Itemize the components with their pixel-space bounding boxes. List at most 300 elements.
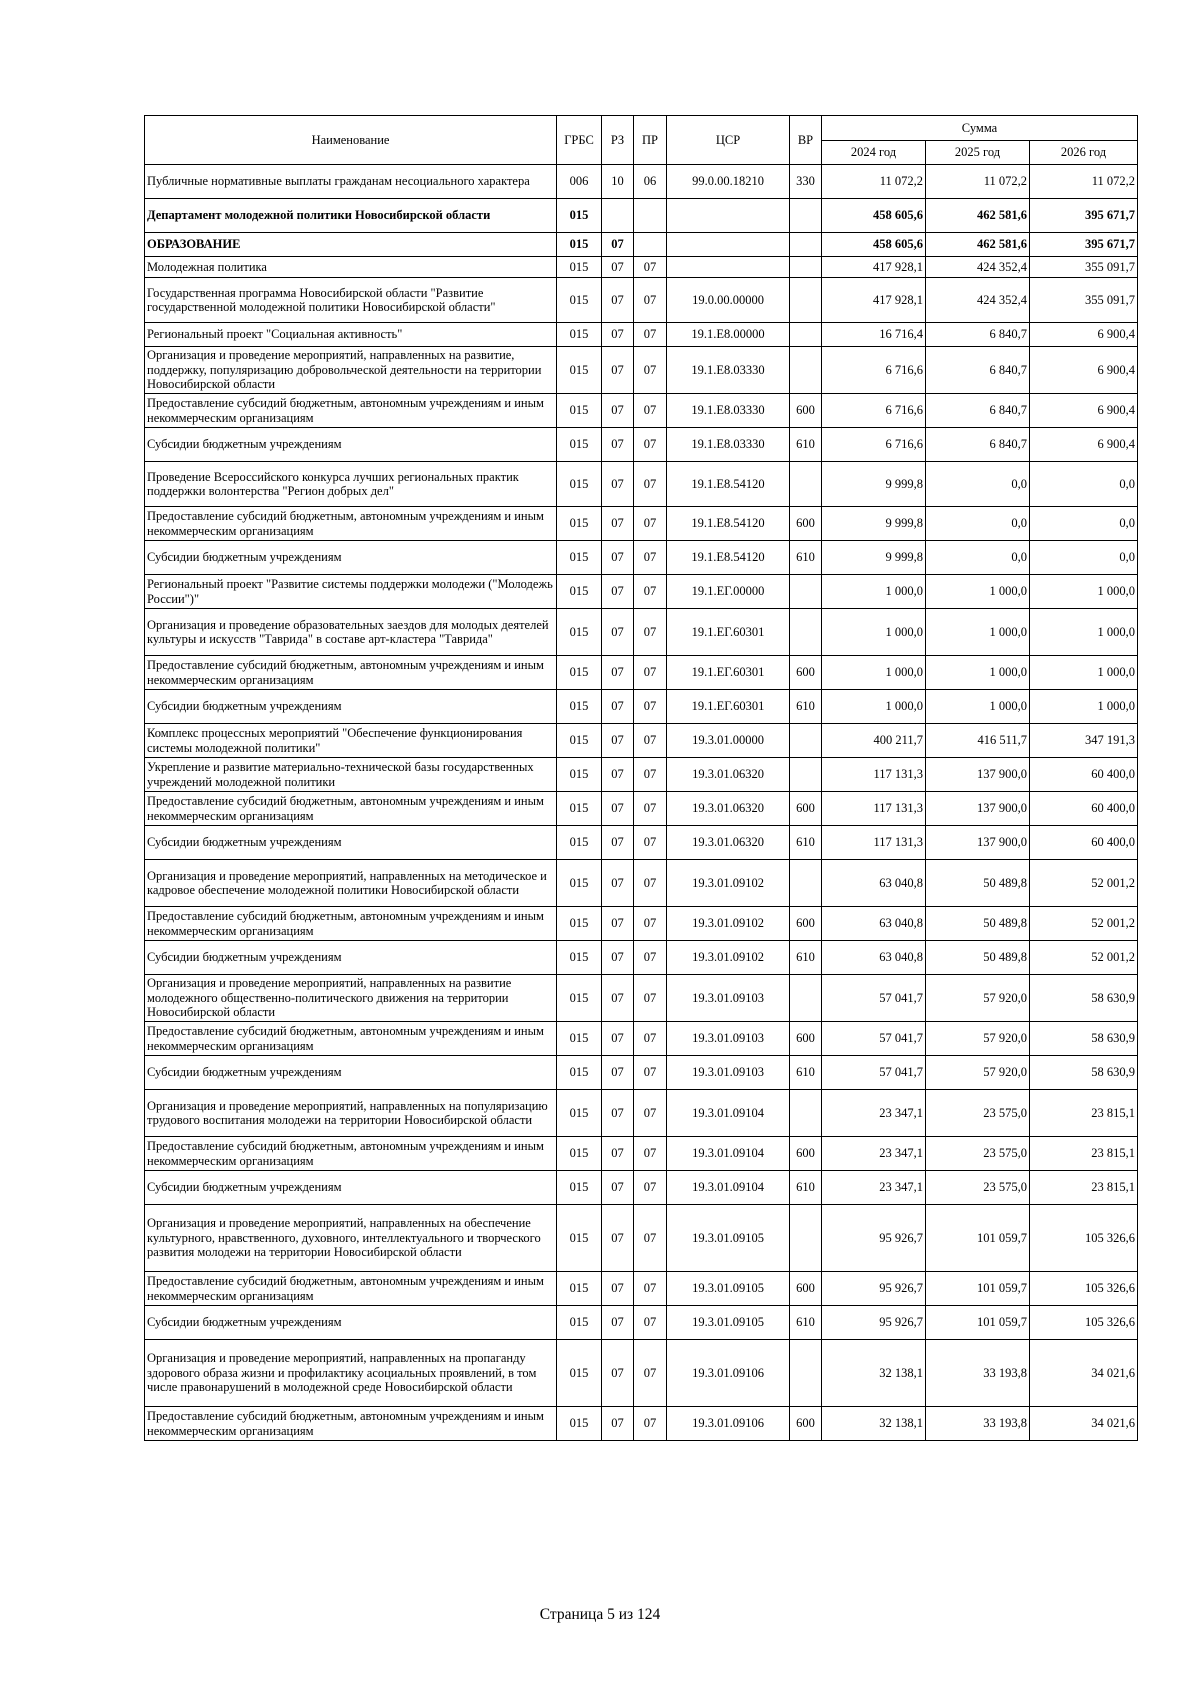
cell-name: Организация и проведение мероприятий, направленных на развитие, поддержку, популяризацию добровольческой деятельности на территории Новосибирской области — [145, 347, 557, 394]
cell-vr: 610 — [790, 690, 822, 724]
header-vr: ВР — [790, 116, 822, 165]
cell-2025: 23 575,0 — [926, 1090, 1030, 1137]
cell-name: Публичные нормативные выплаты гражданам несоциального характера — [145, 165, 557, 199]
cell-name: Субсидии бюджетным учреждениям — [145, 690, 557, 724]
cell-2025: 137 900,0 — [926, 826, 1030, 860]
cell-2024: 16 716,4 — [822, 323, 926, 347]
cell-2025: 6 840,7 — [926, 394, 1030, 428]
cell-name: Субсидии бюджетным учреждениям — [145, 428, 557, 462]
table-header — [145, 116, 1138, 165]
cell-2026: 0,0 — [1030, 541, 1138, 575]
cell-name: Организация и проведение мероприятий, направленных на методическое и кадровое обеспечение молодежной политики Новосибирской области — [145, 860, 557, 907]
cell-grbs: 015 — [557, 826, 602, 860]
cell-2026: 105 326,6 — [1030, 1272, 1138, 1306]
cell-csr: 19.1.E8.00000 — [667, 323, 790, 347]
cell-csr: 19.1.E8.54120 — [667, 462, 790, 507]
cell-grbs: 015 — [557, 690, 602, 724]
cell-2026: 1 000,0 — [1030, 656, 1138, 690]
cell-vr — [790, 323, 822, 347]
header-year-2025: 2025 год — [926, 141, 1030, 165]
cell-grbs: 015 — [557, 1272, 602, 1306]
table-row — [145, 1137, 1138, 1171]
cell-name: Организация и проведение образовательных заездов для молодых деятелей культуры и искусств "Таврида" в составе арт-кластера "Таврида" — [145, 609, 557, 656]
cell-rz: 07 — [602, 541, 634, 575]
header-name: Наименование — [145, 116, 557, 165]
cell-pr: 07 — [634, 1137, 667, 1171]
table-row — [145, 278, 1138, 323]
cell-rz: 07 — [602, 826, 634, 860]
cell-name: Укрепление и развитие материально-технической базы государственных учреждений молодежной политики — [145, 758, 557, 792]
cell-2024: 63 040,8 — [822, 941, 926, 975]
cell-2026: 52 001,2 — [1030, 907, 1138, 941]
cell-rz: 07 — [602, 1090, 634, 1137]
cell-pr: 07 — [634, 1272, 667, 1306]
cell-pr: 07 — [634, 462, 667, 507]
cell-2026: 1 000,0 — [1030, 609, 1138, 656]
cell-2025: 424 352,4 — [926, 278, 1030, 323]
header-csr: ЦСР — [667, 116, 790, 165]
cell-2026: 34 021,6 — [1030, 1407, 1138, 1441]
cell-2026: 60 400,0 — [1030, 792, 1138, 826]
cell-vr: 600 — [790, 1272, 822, 1306]
cell-csr: 19.3.01.09102 — [667, 941, 790, 975]
cell-rz: 07 — [602, 1022, 634, 1056]
cell-pr: 07 — [634, 278, 667, 323]
cell-2026: 0,0 — [1030, 462, 1138, 507]
cell-rz: 07 — [602, 507, 634, 541]
cell-2025: 137 900,0 — [926, 792, 1030, 826]
cell-2026: 395 671,7 — [1030, 233, 1138, 257]
cell-rz: 07 — [602, 394, 634, 428]
table-row — [145, 975, 1138, 1022]
cell-rz: 07 — [602, 1272, 634, 1306]
cell-pr: 07 — [634, 1205, 667, 1272]
cell-csr: 19.1.EГ.60301 — [667, 609, 790, 656]
cell-2025: 0,0 — [926, 462, 1030, 507]
cell-csr: 19.1.E8.03330 — [667, 347, 790, 394]
cell-grbs: 015 — [557, 1205, 602, 1272]
page-number: Страница 5 из 124 — [539, 1606, 661, 1623]
cell-vr — [790, 462, 822, 507]
cell-csr: 19.3.01.09105 — [667, 1306, 790, 1340]
table-row — [145, 199, 1138, 233]
cell-2025: 23 575,0 — [926, 1137, 1030, 1171]
cell-2025: 1 000,0 — [926, 609, 1030, 656]
cell-2024: 417 928,1 — [822, 257, 926, 278]
cell-csr: 19.3.01.06320 — [667, 826, 790, 860]
cell-2024: 117 131,3 — [822, 826, 926, 860]
cell-2025: 1 000,0 — [926, 656, 1030, 690]
cell-rz: 07 — [602, 724, 634, 758]
budget-table — [144, 115, 1138, 1441]
cell-pr: 07 — [634, 575, 667, 609]
cell-pr: 07 — [634, 758, 667, 792]
cell-pr: 07 — [634, 1022, 667, 1056]
cell-2025: 33 193,8 — [926, 1407, 1030, 1441]
cell-grbs: 015 — [557, 575, 602, 609]
cell-pr: 07 — [634, 394, 667, 428]
cell-rz: 07 — [602, 575, 634, 609]
table-row — [145, 656, 1138, 690]
cell-name: Предоставление субсидий бюджетным, автономным учреждениям и иным некоммерческим организациям — [145, 507, 557, 541]
cell-2025: 50 489,8 — [926, 860, 1030, 907]
cell-2025: 57 920,0 — [926, 1022, 1030, 1056]
cell-pr: 07 — [634, 724, 667, 758]
cell-vr: 600 — [790, 1137, 822, 1171]
cell-2025: 50 489,8 — [926, 941, 1030, 975]
table-row — [145, 690, 1138, 724]
cell-rz: 07 — [602, 1056, 634, 1090]
cell-2025: 11 072,2 — [926, 165, 1030, 199]
cell-vr — [790, 257, 822, 278]
cell-2025: 57 920,0 — [926, 975, 1030, 1022]
cell-csr: 19.0.00.00000 — [667, 278, 790, 323]
cell-pr: 07 — [634, 1407, 667, 1441]
table-body — [145, 165, 1138, 1441]
cell-grbs: 015 — [557, 941, 602, 975]
cell-2025: 1 000,0 — [926, 690, 1030, 724]
cell-2024: 57 041,7 — [822, 1056, 926, 1090]
table-row — [145, 394, 1138, 428]
cell-name: Субсидии бюджетным учреждениям — [145, 1056, 557, 1090]
cell-2024: 417 928,1 — [822, 278, 926, 323]
cell-rz: 07 — [602, 1137, 634, 1171]
cell-csr: 99.0.00.18210 — [667, 165, 790, 199]
cell-grbs: 015 — [557, 907, 602, 941]
cell-grbs: 015 — [557, 233, 602, 257]
cell-pr — [634, 199, 667, 233]
cell-csr: 19.3.01.09103 — [667, 1022, 790, 1056]
cell-2025: 424 352,4 — [926, 257, 1030, 278]
cell-vr — [790, 609, 822, 656]
cell-rz: 07 — [602, 347, 634, 394]
cell-2025: 137 900,0 — [926, 758, 1030, 792]
table-row — [145, 347, 1138, 394]
cell-2024: 1 000,0 — [822, 656, 926, 690]
cell-grbs: 015 — [557, 860, 602, 907]
cell-pr: 07 — [634, 323, 667, 347]
cell-vr — [790, 975, 822, 1022]
cell-2024: 63 040,8 — [822, 907, 926, 941]
cell-rz: 07 — [602, 941, 634, 975]
cell-2024: 95 926,7 — [822, 1272, 926, 1306]
cell-2024: 1 000,0 — [822, 690, 926, 724]
cell-rz: 07 — [602, 860, 634, 907]
cell-name: Предоставление субсидий бюджетным, автономным учреждениям и иным некоммерческим организациям — [145, 1137, 557, 1171]
cell-grbs: 015 — [557, 1171, 602, 1205]
cell-2025: 6 840,7 — [926, 428, 1030, 462]
cell-pr: 07 — [634, 428, 667, 462]
cell-2025: 0,0 — [926, 507, 1030, 541]
table-row — [145, 1272, 1138, 1306]
table-row — [145, 428, 1138, 462]
cell-2026: 23 815,1 — [1030, 1090, 1138, 1137]
cell-grbs: 006 — [557, 165, 602, 199]
cell-name: Субсидии бюджетным учреждениям — [145, 541, 557, 575]
table-row — [145, 758, 1138, 792]
cell-2026: 58 630,9 — [1030, 975, 1138, 1022]
cell-grbs: 015 — [557, 507, 602, 541]
table-row — [145, 609, 1138, 656]
cell-grbs: 015 — [557, 792, 602, 826]
cell-pr: 07 — [634, 609, 667, 656]
cell-grbs: 015 — [557, 1056, 602, 1090]
cell-rz: 07 — [602, 278, 634, 323]
cell-csr: 19.3.01.09103 — [667, 1056, 790, 1090]
cell-pr — [634, 233, 667, 257]
cell-vr: 610 — [790, 1306, 822, 1340]
cell-vr — [790, 758, 822, 792]
table-row — [145, 907, 1138, 941]
cell-pr: 07 — [634, 975, 667, 1022]
cell-vr: 600 — [790, 1407, 822, 1441]
cell-csr: 19.3.01.09106 — [667, 1407, 790, 1441]
cell-2024: 117 131,3 — [822, 792, 926, 826]
cell-grbs: 015 — [557, 462, 602, 507]
cell-2026: 23 815,1 — [1030, 1171, 1138, 1205]
cell-vr — [790, 347, 822, 394]
cell-2026: 58 630,9 — [1030, 1022, 1138, 1056]
cell-csr: 19.3.01.09104 — [667, 1090, 790, 1137]
cell-rz: 07 — [602, 428, 634, 462]
cell-vr — [790, 575, 822, 609]
cell-vr — [790, 233, 822, 257]
cell-2026: 6 900,4 — [1030, 323, 1138, 347]
cell-csr: 19.1.E8.54120 — [667, 507, 790, 541]
cell-2025: 1 000,0 — [926, 575, 1030, 609]
cell-pr: 07 — [634, 1171, 667, 1205]
cell-name: Департамент молодежной политики Новосибирской области — [145, 199, 557, 233]
cell-2025: 33 193,8 — [926, 1340, 1030, 1407]
table-row — [145, 1407, 1138, 1441]
cell-vr — [790, 1205, 822, 1272]
cell-csr: 19.3.01.00000 — [667, 724, 790, 758]
cell-2026: 1 000,0 — [1030, 575, 1138, 609]
table-row — [145, 860, 1138, 907]
cell-vr: 600 — [790, 1022, 822, 1056]
cell-csr: 19.1.E8.54120 — [667, 541, 790, 575]
cell-vr — [790, 1090, 822, 1137]
cell-grbs: 015 — [557, 609, 602, 656]
cell-2024: 6 716,6 — [822, 428, 926, 462]
cell-2025: 416 511,7 — [926, 724, 1030, 758]
cell-grbs: 015 — [557, 1137, 602, 1171]
cell-pr: 07 — [634, 347, 667, 394]
cell-vr — [790, 724, 822, 758]
cell-pr: 07 — [634, 257, 667, 278]
cell-vr: 600 — [790, 656, 822, 690]
cell-grbs: 015 — [557, 257, 602, 278]
cell-2024: 1 000,0 — [822, 609, 926, 656]
cell-2026: 52 001,2 — [1030, 860, 1138, 907]
cell-name: Предоставление субсидий бюджетным, автономным учреждениям и иным некоммерческим организациям — [145, 1022, 557, 1056]
cell-2024: 32 138,1 — [822, 1340, 926, 1407]
cell-2024: 458 605,6 — [822, 199, 926, 233]
cell-rz: 07 — [602, 792, 634, 826]
cell-2025: 57 920,0 — [926, 1056, 1030, 1090]
cell-vr: 600 — [790, 907, 822, 941]
cell-pr: 07 — [634, 1090, 667, 1137]
cell-csr: 19.3.01.06320 — [667, 758, 790, 792]
cell-vr: 610 — [790, 941, 822, 975]
cell-pr: 07 — [634, 860, 667, 907]
cell-name: Субсидии бюджетным учреждениям — [145, 1306, 557, 1340]
cell-csr: 19.3.01.06320 — [667, 792, 790, 826]
cell-2024: 11 072,2 — [822, 165, 926, 199]
cell-2024: 57 041,7 — [822, 1022, 926, 1056]
table-row — [145, 507, 1138, 541]
cell-rz: 07 — [602, 1340, 634, 1407]
cell-grbs: 015 — [557, 394, 602, 428]
header-sum: Сумма — [822, 116, 1138, 141]
cell-2025: 101 059,7 — [926, 1205, 1030, 1272]
table-row — [145, 233, 1138, 257]
cell-vr: 600 — [790, 507, 822, 541]
cell-2025: 23 575,0 — [926, 1171, 1030, 1205]
cell-name: Организация и проведение мероприятий, направленных на развитие молодежного общественно-политического движения на территории Новосибирской области — [145, 975, 557, 1022]
header-rz: РЗ — [602, 116, 634, 165]
cell-pr: 07 — [634, 826, 667, 860]
cell-2026: 6 900,4 — [1030, 428, 1138, 462]
cell-csr: 19.1.EГ.00000 — [667, 575, 790, 609]
cell-2025: 462 581,6 — [926, 233, 1030, 257]
cell-2024: 1 000,0 — [822, 575, 926, 609]
cell-name: Предоставление субсидий бюджетным, автономным учреждениям и иным некоммерческим организациям — [145, 656, 557, 690]
cell-2024: 57 041,7 — [822, 975, 926, 1022]
table-row — [145, 1306, 1138, 1340]
cell-grbs: 015 — [557, 278, 602, 323]
cell-rz: 07 — [602, 758, 634, 792]
cell-vr: 610 — [790, 826, 822, 860]
cell-2024: 400 211,7 — [822, 724, 926, 758]
table-row — [145, 1022, 1138, 1056]
cell-rz: 07 — [602, 1407, 634, 1441]
cell-rz: 07 — [602, 690, 634, 724]
cell-2024: 9 999,8 — [822, 541, 926, 575]
cell-vr — [790, 199, 822, 233]
cell-2026: 105 326,6 — [1030, 1306, 1138, 1340]
cell-vr — [790, 278, 822, 323]
table-row — [145, 165, 1138, 199]
table-row — [145, 1090, 1138, 1137]
cell-name: Субсидии бюджетным учреждениям — [145, 1171, 557, 1205]
cell-grbs: 015 — [557, 323, 602, 347]
cell-2026: 347 191,3 — [1030, 724, 1138, 758]
cell-2025: 6 840,7 — [926, 323, 1030, 347]
cell-2026: 52 001,2 — [1030, 941, 1138, 975]
cell-2024: 23 347,1 — [822, 1137, 926, 1171]
cell-pr: 07 — [634, 1340, 667, 1407]
table-row — [145, 257, 1138, 278]
cell-name: Проведение Всероссийского конкурса лучших региональных практик поддержки волонтерства "Регион добрых дел" — [145, 462, 557, 507]
cell-rz: 07 — [602, 1171, 634, 1205]
cell-grbs: 015 — [557, 428, 602, 462]
cell-rz: 07 — [602, 323, 634, 347]
cell-name: Молодежная политика — [145, 257, 557, 278]
cell-2024: 95 926,7 — [822, 1205, 926, 1272]
cell-2025: 101 059,7 — [926, 1306, 1030, 1340]
table-row — [145, 323, 1138, 347]
cell-2024: 63 040,8 — [822, 860, 926, 907]
cell-vr: 600 — [790, 792, 822, 826]
table-row — [145, 941, 1138, 975]
cell-vr: 610 — [790, 1171, 822, 1205]
cell-name: Комплекс процессных мероприятий "Обеспечение функционирования системы молодежной политики" — [145, 724, 557, 758]
cell-2025: 50 489,8 — [926, 907, 1030, 941]
cell-2025: 462 581,6 — [926, 199, 1030, 233]
cell-2026: 105 326,6 — [1030, 1205, 1138, 1272]
cell-grbs: 015 — [557, 656, 602, 690]
cell-rz: 07 — [602, 233, 634, 257]
header-year-2026: 2026 год — [1030, 141, 1138, 165]
cell-2026: 1 000,0 — [1030, 690, 1138, 724]
cell-csr — [667, 257, 790, 278]
cell-grbs: 015 — [557, 199, 602, 233]
cell-rz: 07 — [602, 609, 634, 656]
cell-csr: 19.3.01.09103 — [667, 975, 790, 1022]
cell-rz: 10 — [602, 165, 634, 199]
cell-grbs: 015 — [557, 347, 602, 394]
cell-csr: 19.3.01.09106 — [667, 1340, 790, 1407]
cell-csr: 19.3.01.09102 — [667, 907, 790, 941]
cell-2025: 101 059,7 — [926, 1272, 1030, 1306]
table-row — [145, 1205, 1138, 1272]
cell-2024: 23 347,1 — [822, 1090, 926, 1137]
cell-2025: 6 840,7 — [926, 347, 1030, 394]
cell-rz: 07 — [602, 462, 634, 507]
cell-grbs: 015 — [557, 1022, 602, 1056]
cell-rz: 07 — [602, 257, 634, 278]
cell-csr — [667, 233, 790, 257]
cell-csr — [667, 199, 790, 233]
header-grbs: ГРБС — [557, 116, 602, 165]
cell-2024: 6 716,6 — [822, 394, 926, 428]
cell-rz: 07 — [602, 907, 634, 941]
cell-pr: 07 — [634, 941, 667, 975]
cell-csr: 19.1.E8.03330 — [667, 428, 790, 462]
cell-pr: 07 — [634, 656, 667, 690]
cell-grbs: 015 — [557, 758, 602, 792]
table-row — [145, 1171, 1138, 1205]
cell-2024: 9 999,8 — [822, 462, 926, 507]
cell-pr: 07 — [634, 1056, 667, 1090]
cell-2026: 60 400,0 — [1030, 758, 1138, 792]
cell-name: Субсидии бюджетным учреждениям — [145, 941, 557, 975]
cell-pr: 06 — [634, 165, 667, 199]
cell-grbs: 015 — [557, 1407, 602, 1441]
cell-2024: 23 347,1 — [822, 1171, 926, 1205]
cell-name: Региональный проект "Развитие системы поддержки молодежи ("Молодежь России")" — [145, 575, 557, 609]
cell-pr: 07 — [634, 690, 667, 724]
table-row — [145, 575, 1138, 609]
cell-2026: 395 671,7 — [1030, 199, 1138, 233]
cell-name: Организация и проведение мероприятий, направленных на популяризацию трудового воспитания молодежи на территории Новосибирской области — [145, 1090, 557, 1137]
cell-name: Субсидии бюджетным учреждениям — [145, 826, 557, 860]
table-row — [145, 1056, 1138, 1090]
cell-2024: 95 926,7 — [822, 1306, 926, 1340]
cell-grbs: 015 — [557, 1090, 602, 1137]
cell-name: Организация и проведение мероприятий, направленных на обеспечение культурного, нравственного, духовного, интеллектуального и творческого развития молодежи на территории Новосибирской области — [145, 1205, 557, 1272]
cell-csr: 19.3.01.09104 — [667, 1171, 790, 1205]
cell-vr — [790, 1340, 822, 1407]
cell-2024: 6 716,6 — [822, 347, 926, 394]
cell-2026: 34 021,6 — [1030, 1340, 1138, 1407]
cell-name: Предоставление субсидий бюджетным, автономным учреждениям и иным некоммерческим организациям — [145, 907, 557, 941]
table-row — [145, 724, 1138, 758]
cell-name: Предоставление субсидий бюджетным, автономным учреждениям и иным некоммерческим организациям — [145, 1272, 557, 1306]
header-pr: ПР — [634, 116, 667, 165]
table-row — [145, 826, 1138, 860]
